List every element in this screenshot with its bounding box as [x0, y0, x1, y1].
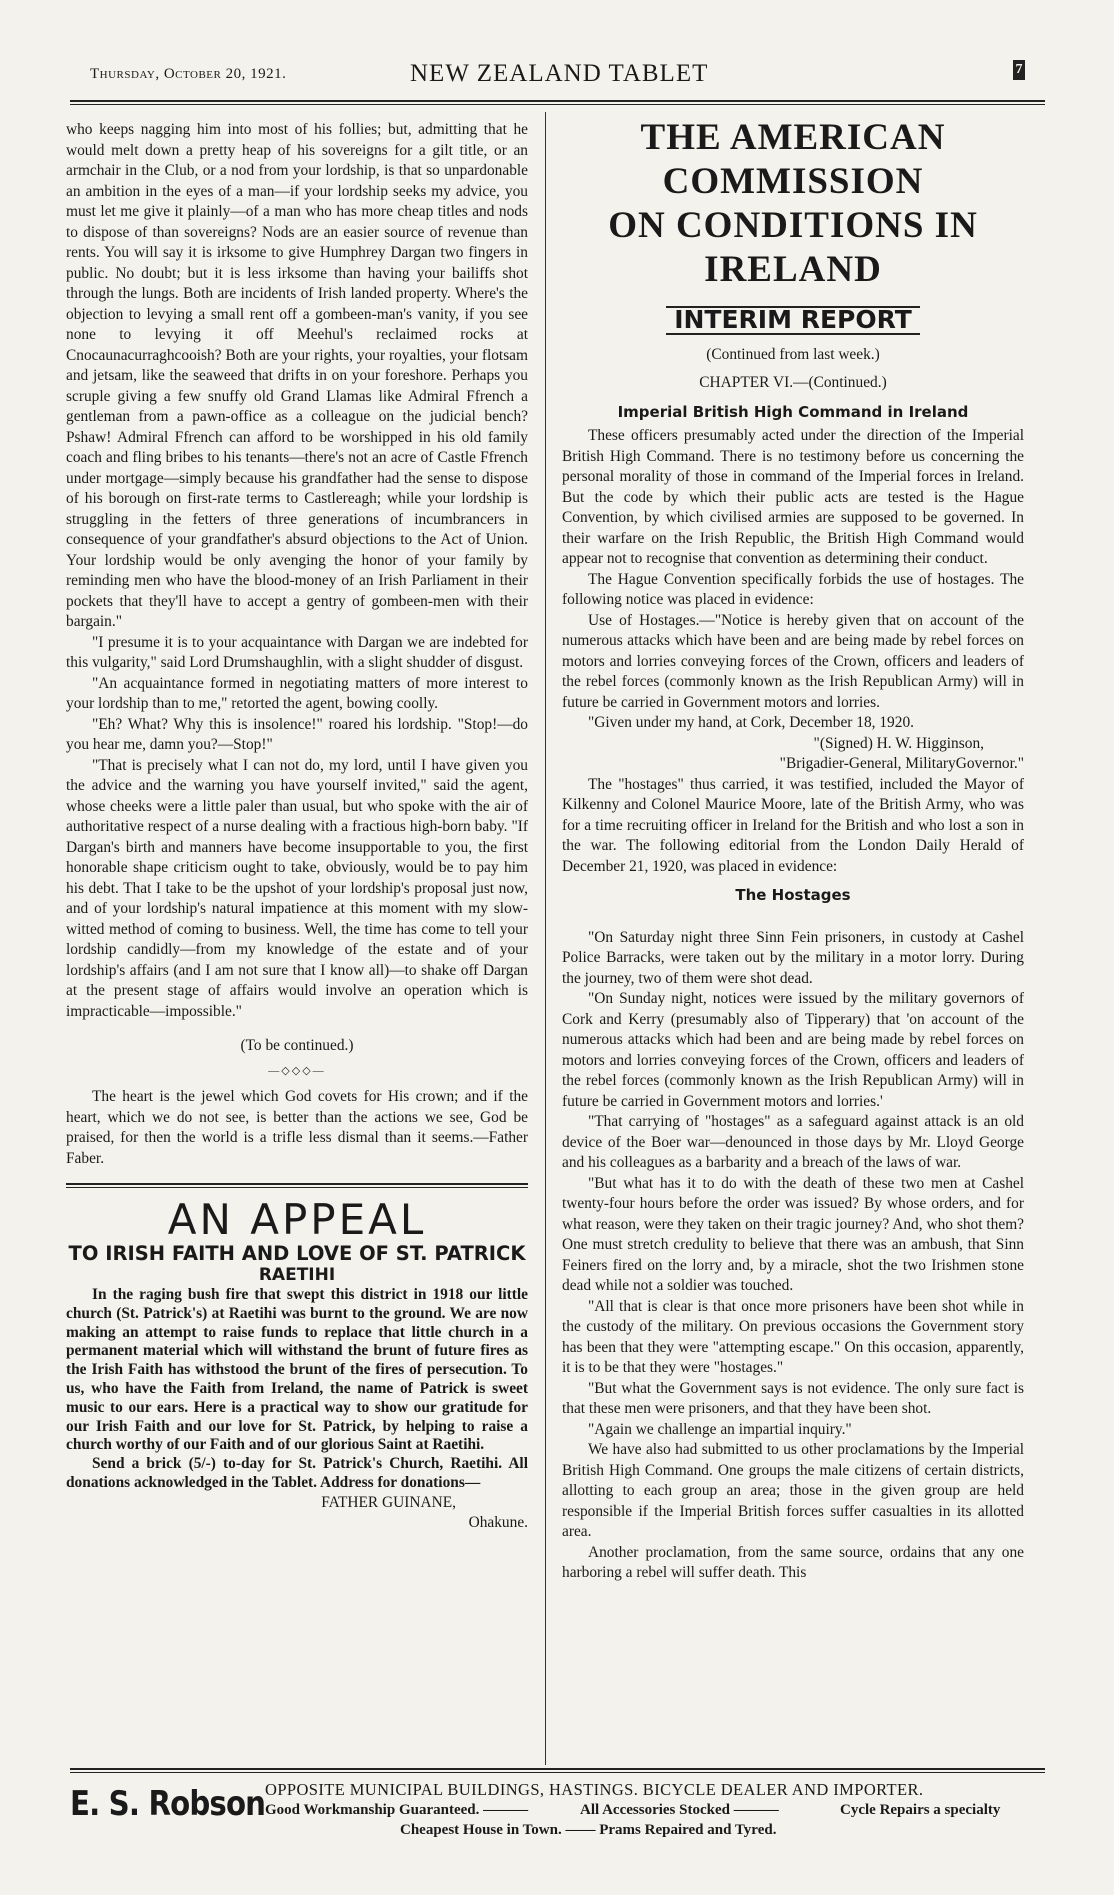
appeal-signature — [66, 1493, 528, 1533]
section-rule — [66, 1183, 528, 1188]
footer-rule-thin — [70, 1772, 1045, 1773]
advert-line-3: Cheapest House in Town. —— Prams Repaired and Tyred. — [400, 1822, 777, 1838]
article-paragraph: "But what has it to do with the death of these two men at Cashel twenty-four hours before the order was issued? By whose orders, and for what reason, were they taken on their tragic journey? And, who shot them? One must stretch credulity to believe that there was an ambush, that Sinn Feiners fired on the lorry and, by a miracle, shot the two Irishmen stone dead while not a soldier was touched. — [562, 1174, 1024, 1294]
signature-place: Ohakune. — [468, 1513, 528, 1531]
masthead: NEW ZEALAND TABLET — [410, 60, 709, 87]
article-title-line2: ON CONDITIONS IN IRELAND — [608, 205, 978, 290]
signed-line: "(Signed) H. W. Higginson, — [813, 734, 984, 752]
header-rule — [70, 100, 1045, 102]
header-rule-thin — [70, 104, 1045, 105]
right-column — [562, 117, 1024, 1584]
story-paragraph: "An acquaintance formed in negotiating matters of more interest to your lordship than to me," retorted the agent, bowing coolly. — [66, 674, 528, 712]
footer-rule — [70, 1768, 1045, 1770]
article-paragraph: "That carrying of "hostages" as a safeguard against attack is an old device of the Boer war—denounced in those days by Mr. Lloyd George and his colleagues as a barbarity and a breach of the laws of war. — [562, 1113, 1024, 1171]
issue-date: Thursday, October 20, 1921. — [90, 66, 287, 82]
story-paragraph: who keeps nagging him into most of his follies; but, admitting that he would melt down a pretty heap of his sovereigns for a gilt title, or an armchair in the Club, or a nod from your lordship, is that so unpardonable an ambition in the eyes of a man—if your lordship seeks my advice, you must let me give it plainly—of a man who has more cheap titles and nods to dispose of than sovereigns? Nods are an easier source of revenue than rents. You will say it is irksome to give Humphrey Dargan two fingers in public. No doubt; but it is less irksome than having your bailiffs shot through the lungs. Both are incidents of Irish landed property. Where's the objection to levying a small rent off a gombeen-man's vanity, if you see none to levying it off Meehul's reclaimed rocks at Cnocaunacurraghcooish? Both are your rights, your royalties, your flotsam and jetsam, like the seaweed that drifts in on your foreshore. Perhaps you scruple giving a few snuffy old Grand Llamas like Admiral Ffrench a gentleman from a pawn-office as a colleague on the judicial bench? Pshaw! Admiral Ffrench can afford to be worshipped in his old family coach and fling bribes to his tenants—there's not an acre of Castle Ffrench under mortgage—simply because his grandfather had the sense to dispose of his borough on first-rate terms to Castlereagh; while your lordship is struggling in the fetters of three generations of incumbrancers in consequence of your grandfather's absurd objections to the Act of Union. Your lordship would be only avenging the honor of your family by reminding men who have the blood-money of an Irish Parliament in their pockets that they'll have to accept a gentry of gombeen-men with their bargain." — [66, 121, 528, 630]
interim-report-banner — [562, 306, 1024, 335]
signature-name: FATHER GUINANE, — [321, 1493, 456, 1511]
rank-line: "Brigadier-General, MilitaryGovernor." — [779, 755, 1024, 772]
advert-repairs: Cycle Repairs a specialty — [840, 1802, 1001, 1818]
advert-workmanship: Good Workmanship Guaranteed. ——— — [265, 1802, 529, 1818]
appeal-paragraph: In the raging bush fire that swept this district in 1918 our little church (St. Patrick's) at Raetihi was burnt to the ground. We are now making an attempt to raise funds to replace that little church in a permanent material which will withstand the brunt of future fires as the Irish Faith has withstood the brunt of the fires of persecution. To us, who have the Faith from Ireland, the name of Patrick is sweet music to our ears. Here is a practical way to show our gratitude for our Irish Faith and our love for St. Patrick, by helping to raise a church worthy of our Faith and of our glorious Saint at Raetihi. — [66, 1286, 528, 1454]
interim-report-label: INTERIM REPORT — [666, 306, 920, 335]
article-paragraph: These officers presumably acted under the direction of the Imperial British High Command. There is no testimony before us concerning the personal morality of those in command of the Imperial forces in Ireland. But the code by which their public acts are tested is the Hague Convention, by which civilised armies are supposed to be governed. In their warfare on the Irish Republic, the British High Command would appear not to recognise that convention as determining their conduct. — [562, 427, 1024, 567]
article-paragraph: "Given under my hand, at Cork, December 18, 1920. — [588, 714, 914, 731]
article-paragraph: "On Saturday night three Sinn Fein prisoners, in custody at Cashel Police Barracks, were taken out by the military in a motor lorry. During the journey, two of them were shot dead. — [562, 928, 1024, 987]
appeal-title: AN APPEAL — [167, 1195, 427, 1244]
advert-line-1: OPPOSITE MUNICIPAL BUILDINGS, HASTINGS. BICYCLE DEALER AND IMPORTER. — [265, 1780, 924, 1799]
appeal-body — [66, 1286, 528, 1493]
chapter-label: CHAPTER VI.—(Continued.) — [699, 374, 887, 391]
footer-advert — [70, 1778, 1045, 1848]
story-paragraph: "That is precisely what I can not do, my lord, until I have given you the advice and the warning you have yourself invited," said the agent, whose cheeks were a little paler than usual, but who spoke with the air of authoritative respect of a nurse dealing with a fractious high-born baby. "If Dargan's birth and manners have become insupportable to you, the first honorable shape criticism ought to take, obviously, would be to pay him his debt. That I take to be the upshot of your lordship's proposal just now, and of your lordship's natural impatience at this moment with my slow-witted method of coming to business. Well, the time has come to tell your lordship candidly—from my knowledge of the estate and of your lordship's affairs (and I am not sure that I know all)—to shake off Dargan at the present stage of affairs would involve an operation which is impracticable—impossible." — [66, 756, 528, 1020]
page-header — [90, 58, 1025, 96]
section-heading: Imperial British High Command in Ireland — [617, 402, 969, 421]
appeal-subtitle: TO IRISH FAITH AND LOVE OF ST. PATRICK — [68, 1242, 526, 1265]
continued-note: (Continued from last week.) — [706, 345, 880, 363]
article-paragraph: The "hostages" thus carried, it was testified, included the Mayor of Kilkenny and Colonel Maurice Moore, late of the British Army, who was for a time recruiting officer in Ireland for the British and who lost a son in the war. The following editorial from the London Daily Herald of December 21, 1920, was placed in evidence: — [562, 775, 1024, 875]
article-paragraph: "Again we challenge an impartial inquiry." — [588, 1420, 852, 1438]
article-paragraph: "On Sunday night, notices were issued by the military governors of Cork and Kerry (presumably also of Tipperary) that 'on account of the numerous attacks which had been and are being made by rebel forces on motors and lorries conveying forces of the Crown, officers and leaders of the rebel forces (commonly known as the Irish Republican Army) will in future be carried in Government motors and lorries.' — [562, 990, 1024, 1110]
column-divider — [545, 112, 546, 1765]
article-paragraph: "All that is clear is that once more prisoners have been shot while in the custody of the military. On previous occasions the Government story has been that they were "attempting escape." On this occasion, apparently, it is to be that they were "hostages." — [562, 1297, 1024, 1376]
to-be-continued: (To be continued.) — [240, 1037, 354, 1054]
article-paragraph: Use of Hostages.—"Notice is hereby given that on account of the numerous attacks which have been and are being made by rebel forces on motors and lorries conveying forces of the Crown, officers and leaders of the rebel forces (commonly known as the Irish Republican Army) will in future be carried in Government motors and lorries. — [562, 611, 1024, 711]
article-paragraph: "But what the Government says is not evidence. The only sure fact is that these men were prisoners, and that they have been shot. — [562, 1379, 1024, 1417]
left-column — [66, 120, 528, 1533]
story-paragraph: "I presume it is to your acquaintance with Dargan we are indebted for this vulgarity," said Lord Drumshaughlin, with a slight shudder of disgust. — [66, 633, 528, 671]
article-title-line1: THE AMERICAN COMMISSION — [640, 117, 946, 202]
faber-quote: The heart is the jewel which God covets for His crown; and if the heart, which we do not see, is better than the actions we see, God be praised, for then the world is a trifle less dismal than it seems.—Father Faber. — [66, 1088, 528, 1167]
advert-accessories: All Accessories Stocked ——— — [580, 1802, 779, 1818]
article-paragraph: Another proclamation, from the same source, ordains that any one harboring a rebel will suffer death. This — [562, 1543, 1024, 1581]
appeal-place: RAETIHI — [258, 1265, 336, 1285]
story-paragraph: "Eh? What? Why this is insolence!" roared his lordship. "Stop!—do you hear me, damn you?—Stop!" — [66, 715, 528, 753]
article-paragraph: We have also had submitted to us other proclamations by the Imperial British High Command. One groups the male citizens of certain districts, allotting to each group an area; those in the given group are held responsible if the Imperial British forces suffer casualties in its allotted area. — [562, 1441, 1024, 1540]
appeal-paragraph: Send a brick (5/-) to-day for St. Patrick's Church, Raetihi. All donations acknowledged in the Tablet. Address for donations— — [66, 1455, 528, 1491]
article-paragraph: The Hague Convention specifically forbids the use of hostages. The following notice was placed in evidence: — [562, 570, 1024, 608]
page-number: 7 — [1013, 60, 1025, 80]
article-title — [562, 116, 1024, 292]
section-heading: The Hostages — [735, 886, 851, 904]
ornament-divider: —◇◇◇— — [268, 1064, 326, 1077]
advertiser-name: E. S. Robson — [70, 1784, 266, 1824]
